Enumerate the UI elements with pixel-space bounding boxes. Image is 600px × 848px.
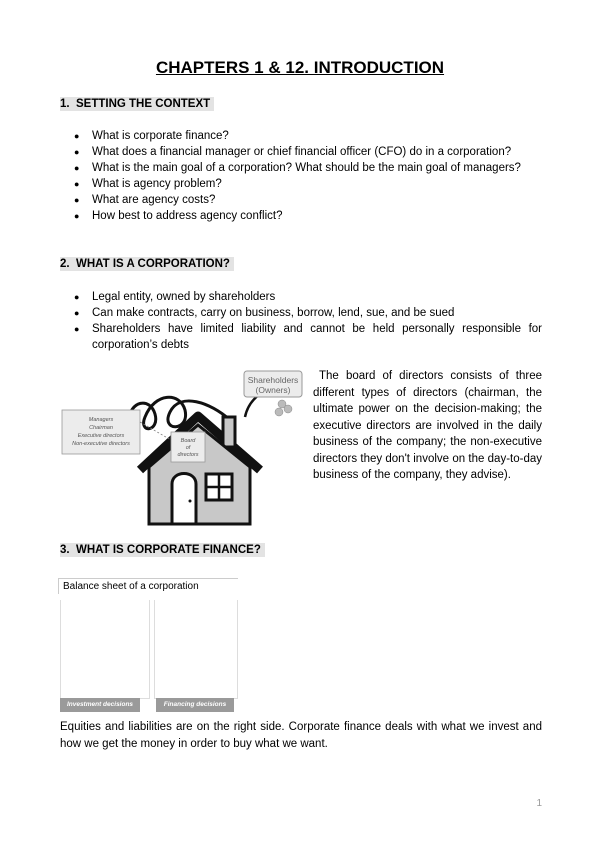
section-number: 1. <box>60 98 70 110</box>
balance-sheet-title: Balance sheet of a corporation <box>58 578 238 594</box>
investment-decisions-label: Investment decisions <box>60 698 140 712</box>
section-title: WHAT IS CORPORATE FINANCE? <box>76 544 261 556</box>
section-heading-1 <box>60 97 214 111</box>
money-icon <box>275 400 292 416</box>
balance-sheet-left-column <box>60 600 150 699</box>
section-title: WHAT IS A CORPORATION? <box>76 258 230 270</box>
corporation-house-illustration <box>60 362 305 532</box>
list-item: ● Legal entity, owned by shareholders <box>60 289 542 305</box>
directors-line: Chairman <box>89 425 113 431</box>
page-number: 1 <box>536 798 542 809</box>
board-line: directors <box>177 452 199 458</box>
list-item: ● What is corporate finance? <box>60 128 542 144</box>
board-line: of <box>185 445 191 451</box>
section-number: 2. <box>60 258 70 270</box>
list-item: ● Shareholders have limited liability and cannot be held personally responsible for corporation’s debts <box>60 321 542 353</box>
owners-label: (Owners) <box>255 385 291 395</box>
context-question-list <box>60 128 542 224</box>
list-item: ● What is agency problem? <box>60 176 542 192</box>
directors-line: Executive directors <box>77 433 125 439</box>
section-number: 3. <box>60 544 70 556</box>
board-line: Board <box>180 438 196 444</box>
balance-sheet-figure <box>58 578 238 714</box>
closing-paragraph: Equities and liabilities are on the right side. Corporate finance deals with what we invest and how we get the money in order to buy what we want. <box>60 721 542 750</box>
section-heading-2 <box>60 257 234 271</box>
smoke-curl <box>128 397 230 428</box>
section-heading-3 <box>60 543 265 557</box>
corporation-list <box>60 289 542 353</box>
list-item: ● What are agency costs? <box>60 192 542 208</box>
balance-sheet-right-column <box>154 600 238 699</box>
shareholders-label: Shareholders <box>247 375 299 385</box>
board-description: The board of directors consists of three different types of directors (chairman, the ultimate power on the decision-making; the executive directors are involved in the daily business of the company; the non-executive directors they don't involve on the day-to-day business of the company, they advise). <box>313 370 542 481</box>
house-chimney <box>223 417 235 447</box>
list-item: ● How best to address agency conflict? <box>60 208 542 224</box>
financing-decisions-label: Financing decisions <box>156 698 234 712</box>
list-item: ● What is the main goal of a corporation? What should be the main goal of managers? <box>60 160 542 176</box>
list-item: ● What does a financial manager or chief financial officer (CFO) do in a corporation? <box>60 144 542 160</box>
house-door <box>172 474 196 525</box>
directors-line: Non-executive directors <box>72 441 130 447</box>
section-title: SETTING THE CONTEXT <box>76 98 211 110</box>
directors-line: Managers <box>88 417 114 423</box>
list-item: ● Can make contracts, carry on business, borrow, lend, sue, and be sued <box>60 305 542 321</box>
page-title: CHAPTERS 1 & 12. INTRODUCTION <box>155 58 445 77</box>
